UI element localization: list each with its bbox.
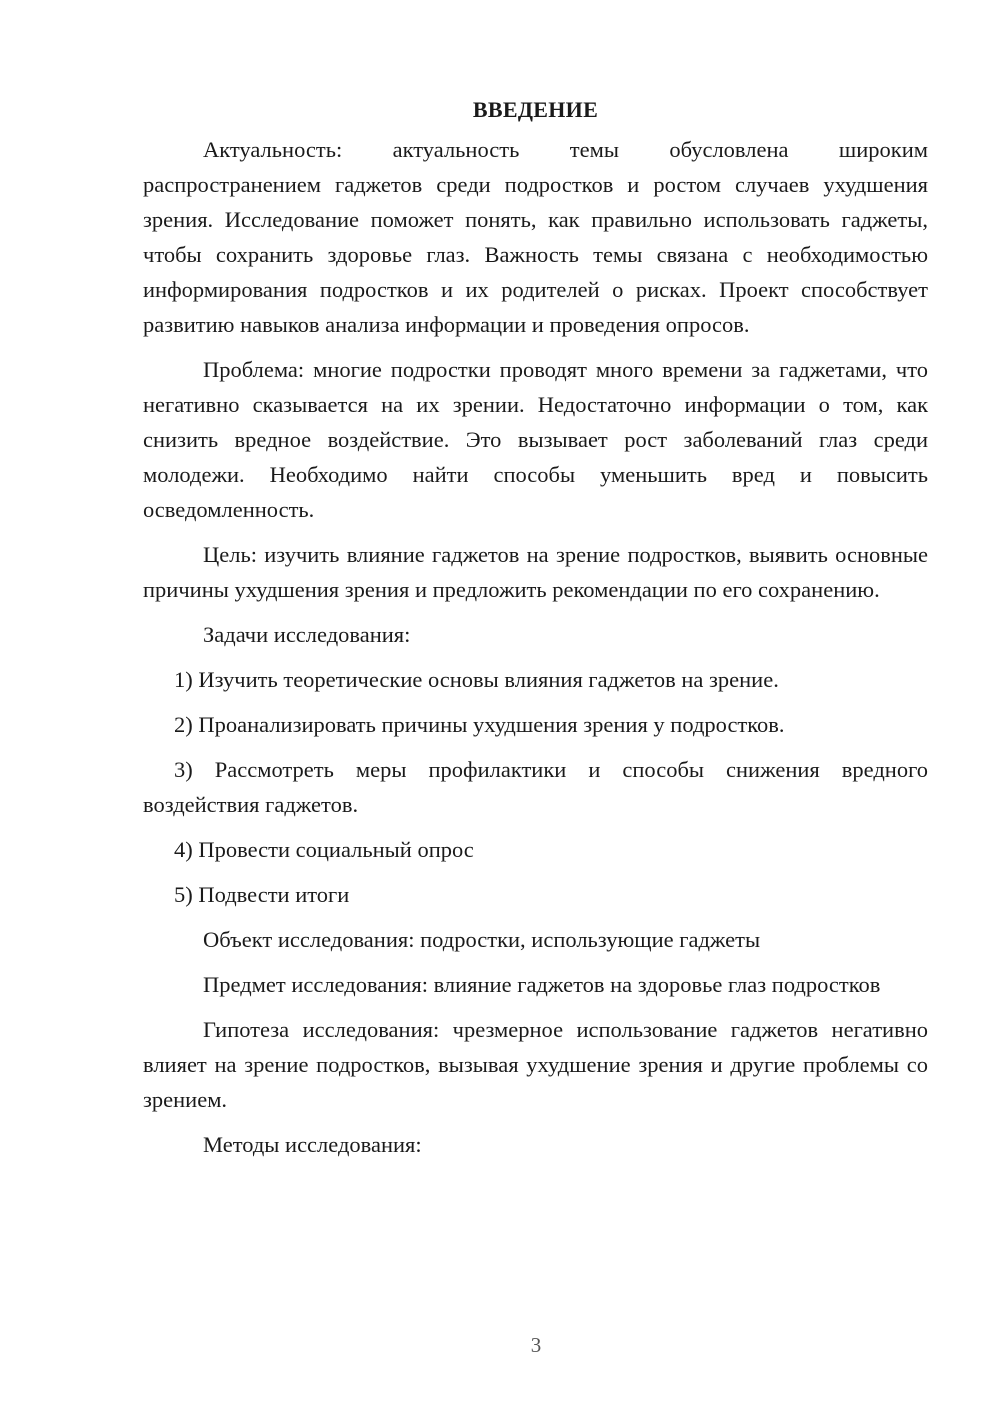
page-number: 3 xyxy=(530,1333,542,1357)
task-item-1: 1) Изучить теоретические основы влияния гаджетов на зрение. xyxy=(174,667,779,692)
document-page xyxy=(143,92,928,1172)
paragraph-problem: Проблема: многие подростки проводят много времени за гаджетами, что негативно сказывается на их зрении. Недостаточно информации о том, как снизить вредное воздействие. Это вызывает рост заболеваний глаз среди молодежи. Необходимо найти способы уменьшить вред и повысить осведомленность. xyxy=(143,357,928,522)
paragraph-hypothesis: Гипотеза исследования: чрезмерное использование гаджетов негативно влияет на зрение подростков, вызывая ухудшение зрения и другие проблемы со зрением. xyxy=(143,1017,928,1112)
task-item-5: 5) Подвести итоги xyxy=(174,882,350,907)
paragraph-goal: Цель: изучить влияние гаджетов на зрение подростков, выявить основные причины ухудшения зрения и предложить рекомендации по его сохранению. xyxy=(143,542,928,602)
paragraph-subject: Предмет исследования: влияние гаджетов на здоровье глаз подростков xyxy=(203,972,881,997)
paragraph-relevance: Актуальность: актуальность темы обусловлена широким распространением гаджетов среди подростков и ростом случаев ухудшения зрения. Исследование поможет понять, как правильно использовать гаджеты, чтобы сохранить здоровье глаз. Важность темы связана с необходимостью информирования подростков и их родителей о рисках. Проект способствует развитию навыков анализа информации и проведения опросов. xyxy=(143,137,928,337)
paragraph-methods-title: Методы исследования: xyxy=(203,1132,422,1157)
task-item-3: 3) Рассмотреть меры профилактики и способы снижения вредного воздействия гаджетов. xyxy=(143,757,928,817)
paragraph-object: Объект исследования: подростки, использующие гаджеты xyxy=(203,927,761,952)
task-item-2: 2) Проанализировать причины ухудшения зрения у подростков. xyxy=(174,712,785,737)
paragraph-tasks-title: Задачи исследования: xyxy=(203,622,411,647)
task-item-4: 4) Провести социальный опрос xyxy=(174,837,474,862)
section-heading: ВВЕДЕНИЕ xyxy=(472,97,599,122)
